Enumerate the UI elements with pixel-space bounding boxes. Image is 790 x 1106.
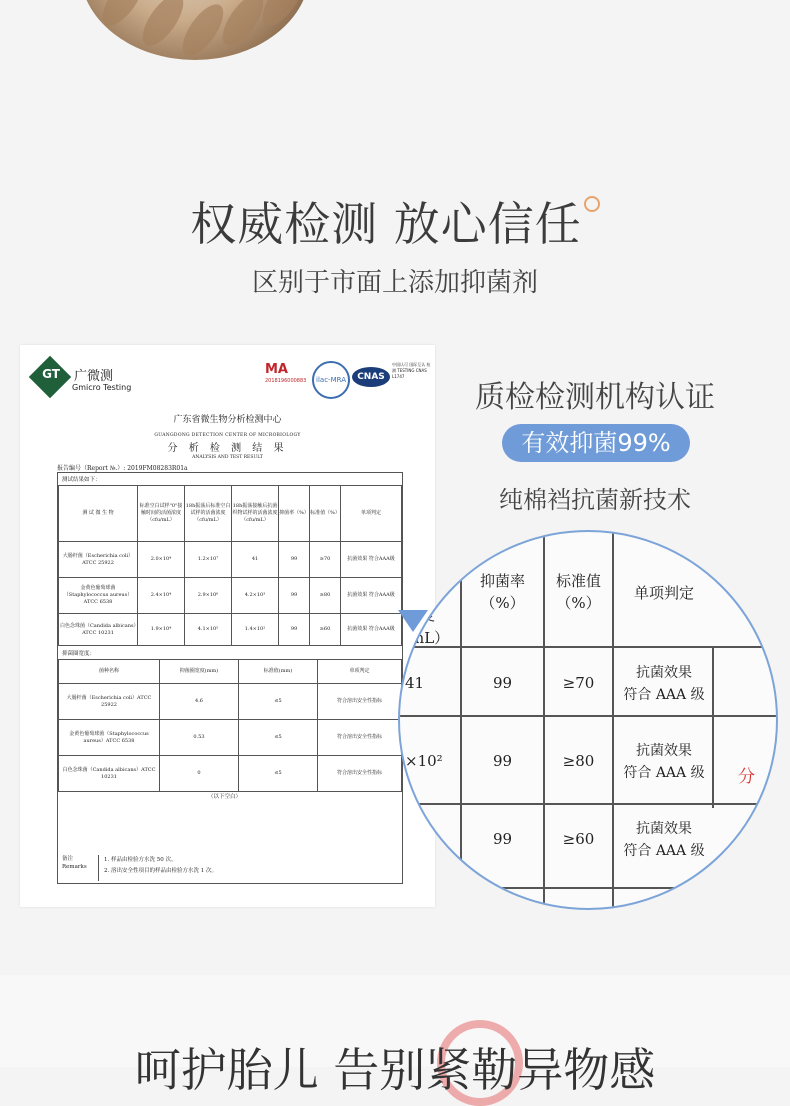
table-cell: 大肠杆菌（Escherichia coli）ATCC 25922 [59,542,138,578]
lens-cell: 99 [492,674,513,692]
center-name: 广东省微生物分析检测中心 [173,415,282,425]
inhibition-table [58,659,402,792]
lens-cell: ≥70 [562,674,595,692]
table-header-cell: 18h振荡后标准空白试样的活菌浓度（cfu/mL） [185,486,232,542]
table-header-cell: 单项判定 [318,660,402,684]
table-cell: ≤5 [239,684,318,720]
magnified-table-lens [398,530,778,910]
table-row [59,684,402,720]
table-row [59,756,402,792]
feature-title: 质检检测机构认证 [475,380,715,415]
section1-label: 测试结果如下： [62,477,101,483]
lens-cell: ≥60 [562,830,595,848]
table-header-row [59,660,402,684]
lens-header-rate: 抑菌率（%） [479,572,525,612]
lens-header-std: 标准值（%） [555,572,601,612]
efficacy-badge: 有效抑菌99% [502,424,690,462]
logo-mark-text: GT [42,367,60,381]
table-row [59,614,402,646]
remarks-label: 备注 Remarks [62,855,99,881]
table-cell: 4.1×10⁵ [185,614,232,646]
table-cell: 99 [279,578,310,614]
table-row [59,542,402,578]
ilac-mra-logo: ilac-MRA [312,361,350,399]
lens-cell: 符合 AAA 级 [623,765,705,781]
table-cell: 1.9×10⁴ [138,614,185,646]
table-cell: 4.2×10³ [232,578,279,614]
table-header-cell: 标准值(mm) [239,660,318,684]
table-cell: 抗菌效果 符合AAA级 [341,578,402,614]
table-cell: 41 [232,542,279,578]
table-cell: 1.4×10² [232,614,279,646]
table-cell: 4.6 [160,684,239,720]
table-header-cell: 标准空白试样"0"接触时间的活菌浓度（cfu/mL） [138,486,185,542]
lens-fragment-top: 度 [420,606,436,624]
table-cell: 白色念珠菌（Candida albicans）ATCC 10231 [59,756,160,792]
lens-header-judge: 单项判定 [633,584,694,602]
lens-cell: 抗菌效果 [636,821,692,837]
feature-subtitle: 纯棉裆抗菌新技术 [499,486,691,514]
lens-cell: 抗菌效果 [636,665,692,681]
lens-cell: ≥80 [562,752,595,770]
table-header-cell: 抑菌率（%） [279,486,310,542]
pointer-triangle-icon [398,610,428,632]
table-cell: 符合溶出安全性指标 [318,720,402,756]
table-header-cell: 菌种名称 [59,660,160,684]
table-header-cell: 测 试 微 生 物 [59,486,138,542]
report-title: 分 析 检 测 结 果 [167,443,288,454]
table-header-row [59,486,402,542]
test-report-document [20,345,435,907]
table-cell: ≤5 [239,756,318,792]
lens-cell: 符合 AAA 级 [623,687,705,703]
table-cell: 抗菌效果 符合AAA级 [341,542,402,578]
table-cell: 大肠杆菌（Escherichia coli）ATCC 25922 [59,684,160,720]
table-cell: 金黄色葡萄球菌（Staphylococcus aureus）ATCC 6538 [59,720,160,756]
table-row [59,720,402,756]
table-cell: ≥60 [310,614,341,646]
table-header-cell: 单项判定 [341,486,402,542]
table-row [59,578,402,614]
lens-cell: 99 [492,752,513,770]
report-frame [57,472,403,884]
section2-label: 抑菌圈宽度： [62,651,96,657]
next-section-headline: 呵护胎儿 告别紧勒异物感 [134,1043,656,1097]
results-table [58,485,402,646]
red-annotation: 分 [738,767,755,787]
lens-fragment-unit: mL） [410,629,450,647]
table-cell: 99 [279,614,310,646]
table-header-cell: 标准值（%） [310,486,341,542]
remark-line: 1. 样品由检验方水洗 50 次。 [104,857,177,863]
table-header-cell: 抑菌圈宽度(mm) [160,660,239,684]
table-cell: 金黄色葡萄球菌（Staphylococcus aureus）ATCC 6538 [59,578,138,614]
logo-cn: 广微测 [74,369,114,384]
table-cell: 1.2×10⁷ [185,542,232,578]
cma-number: 2018196000883 [265,378,307,384]
lens-cell: 41 [405,674,425,692]
cnas-text: 中国认可 国际互认 检测 TESTING CNAS L1747 [392,362,431,379]
table-cell: 2.4×10⁴ [138,578,185,614]
table-cell: 2.0×10⁴ [138,542,185,578]
table-cell: 抗菌效果 符合AAA级 [341,614,402,646]
table-cell: ≥70 [310,542,341,578]
report-number: 报告编号（Report №.）: 2019FM08283R01a [57,465,188,472]
logo-en: Gmicro Testing [72,383,132,392]
center-name-en: GUANGDONG DETECTION CENTER OF MICROBIOLOGY [154,433,301,438]
headline-text: 权威检测 放心信任 [190,197,582,251]
table-cell: 符合溶出安全性指标 [318,756,402,792]
blank-note: （以下空白） [208,794,242,800]
lens-cell: 符合 AAA 级 [623,843,705,859]
circle-decoration-icon [584,196,600,212]
section-headline [0,188,790,254]
table-cell: 符合溶出安全性指标 [318,684,402,720]
table-header-cell: 18h振荡接触后抗菌织物试样的活菌浓度（cfu/mL） [232,486,279,542]
table-cell: 0 [160,756,239,792]
table-cell: ≤5 [239,720,318,756]
table-cell: 0.53 [160,720,239,756]
lens-cell: ×10² [405,752,443,770]
table-cell: 99 [279,542,310,578]
table-cell: 白色念珠菌（Candida albicans）ATCC 10231 [59,614,138,646]
table-cell: 2.9×10⁶ [185,578,232,614]
lens-cell: 99 [492,830,513,848]
table-cell: ≥80 [310,578,341,614]
cma-seal: MA [265,362,288,377]
report-title-en: ANALYSIS AND TEST RESULT [192,455,263,460]
product-closeup-image [80,0,310,60]
lens-cell: 抗菌效果 [636,743,692,759]
remark-line: 2. 溶出安全性项目的样品由检验方水洗 1 次。 [104,868,217,874]
section-subheadline: 区别于市面上添加抑菌剂 [251,268,538,298]
cnas-logo: CNAS [352,367,390,387]
